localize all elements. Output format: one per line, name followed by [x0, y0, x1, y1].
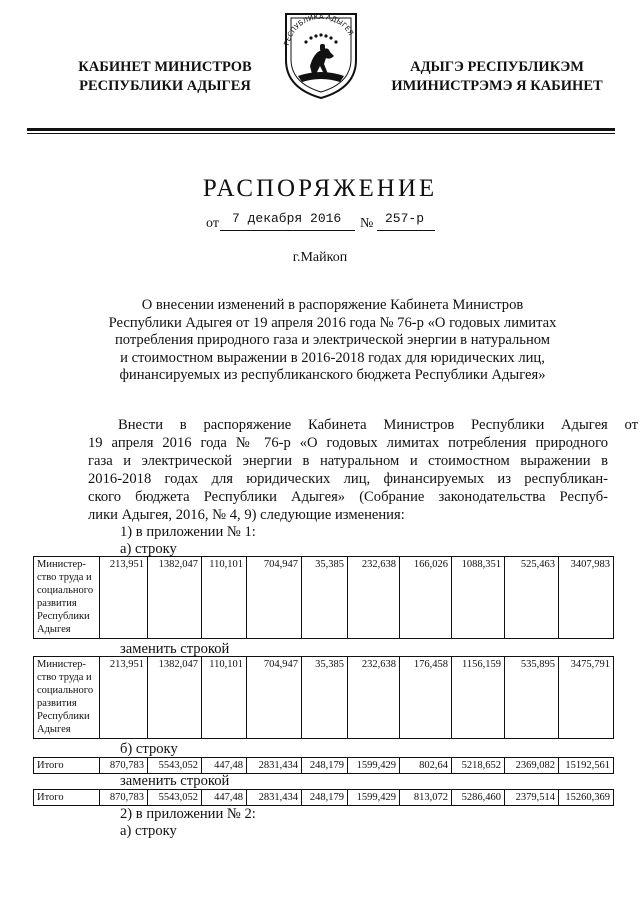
subject-line: О внесении изменений в распоряжение Кабинета Министров [141, 297, 524, 313]
table-cell: 3407,983 [559, 557, 614, 639]
table-cell: 870,783 [100, 758, 148, 774]
header-rule-thick [27, 128, 615, 131]
table-ministry-old [33, 556, 614, 639]
table-cell: 176,458 [400, 657, 452, 739]
table-row [34, 790, 614, 806]
date-underline [220, 230, 355, 231]
table-cell: 525,463 [505, 557, 559, 639]
body-line-4: ского бюджета Республики Адыгея» (Собрание законодательства Респуб- [88, 489, 608, 505]
left-header-line1: КАБИНЕТ МИНИСТРОВ [78, 59, 252, 75]
table-cell: 704,947 [247, 657, 302, 739]
item-2a: а) строку [120, 823, 177, 839]
table-cell-name: Итого [34, 758, 100, 774]
table-total-old [33, 757, 614, 774]
right-header-line2: ИМИНИСТРЭМЭ Я КАБИНЕТ [391, 78, 603, 94]
date-prefix: от [206, 216, 219, 231]
replace-label-2: заменить строкой [120, 773, 230, 789]
left-header-line2: РЕСПУБЛИКИ АДЫГЕЯ [79, 78, 251, 94]
table-cell: 704,947 [247, 557, 302, 639]
table-ministry-new [33, 656, 614, 739]
table-cell: 2379,514 [505, 790, 559, 806]
table-row [34, 758, 614, 774]
subject-line: Республики Адыгея от 19 апреля 2016 года № 76-р «О годовых лимитах [108, 314, 557, 331]
subject-line: и стоимостном выражении в 2016-2018 годах для юридических лиц, [120, 349, 545, 366]
coat-of-arms-emblem-icon [280, 6, 362, 100]
table-cell: 447,48 [202, 790, 247, 806]
item-1a: а) строку [120, 541, 177, 557]
subject-block [40, 297, 625, 385]
table-cell: 15260,369 [559, 790, 614, 806]
table-cell: 1156,159 [452, 657, 505, 739]
table-cell: 35,385 [302, 557, 348, 639]
table-cell: 248,179 [302, 758, 348, 774]
table-cell: 2831,434 [247, 758, 302, 774]
table-cell: 110,101 [202, 557, 247, 639]
number-prefix: № [360, 216, 374, 231]
table-total-new [33, 789, 614, 806]
table-cell: 535,895 [505, 657, 559, 739]
table-row [34, 657, 614, 739]
table-cell: 802,64 [400, 758, 452, 774]
table-cell: 5218,652 [452, 758, 505, 774]
table-cell: 1088,351 [452, 557, 505, 639]
table-cell: 15192,561 [559, 758, 614, 774]
document-number: 257-р [385, 211, 425, 226]
table-cell: 110,101 [202, 657, 247, 739]
item-1b: б) строку [120, 741, 178, 757]
table-cell: 213,951 [100, 557, 148, 639]
table-cell: 5286,460 [452, 790, 505, 806]
item-1: 1) в приложении № 1: [120, 524, 256, 540]
right-header-line1: АДЫГЭ РЕСПУБЛИКЭМ [410, 59, 584, 75]
emblem-text: РЕСПУБЛИКА АДЫГЕЯ [282, 12, 355, 47]
table-cell: 813,072 [400, 790, 452, 806]
item-2: 2) в приложении № 2: [120, 806, 256, 822]
body-line-1: 19 апреля 2016 года № 76-р «О годовых лимитах потребления природного [88, 435, 608, 451]
replace-label-1: заменить строкой [120, 641, 230, 657]
table-cell-name: Итого [34, 790, 100, 806]
right-header [372, 58, 622, 96]
table-cell: 1382,047 [148, 557, 202, 639]
table-cell: 166,026 [400, 557, 452, 639]
table-cell-name: Министер- ство труда и социального развития Республики Адыгея [34, 557, 100, 639]
table-cell: 1599,429 [348, 758, 400, 774]
body-line-2: газа и электрической энергии в натуральном и стоимостном выражении в [88, 453, 608, 469]
table-cell: 213,951 [100, 657, 148, 739]
subject-line: потребления природного газа и электрической энергии в натуральном [114, 332, 551, 348]
table-cell: 232,638 [348, 657, 400, 739]
table-cell: 5543,052 [148, 758, 202, 774]
body-line-0: Внести в распоряжение Кабинета Министров Республики Адыгея от [118, 417, 638, 433]
table-cell: 248,179 [302, 790, 348, 806]
body-line-3: 2016-2018 годах для юридических лиц, финансируемых из республикан- [88, 471, 608, 487]
table-cell: 1382,047 [148, 657, 202, 739]
number-underline [377, 230, 435, 231]
table-cell: 2369,082 [505, 758, 559, 774]
table-cell: 447,48 [202, 758, 247, 774]
table-cell: 5543,052 [148, 790, 202, 806]
city: г.Майкоп [292, 250, 348, 265]
table-cell: 3475,791 [559, 657, 614, 739]
body-line-5: лики Адыгея, 2016, № 4, 9) следующие изменения: [88, 507, 405, 523]
header-rule-thin [27, 133, 615, 134]
subject-line: финансируемых из республиканского бюджета Республики Адыгея» [119, 367, 546, 383]
table-cell: 232,638 [348, 557, 400, 639]
table-cell: 35,385 [302, 657, 348, 739]
document-title: РАСПОРЯЖЕНИЕ [202, 175, 438, 202]
table-cell: 1599,429 [348, 790, 400, 806]
table-cell: 2831,434 [247, 790, 302, 806]
table-cell-name: Министер- ство труда и социального развития Республики Адыгея [34, 657, 100, 739]
table-cell: 870,783 [100, 790, 148, 806]
table-row [34, 557, 614, 639]
left-header [55, 58, 275, 96]
document-date: 7 декабря 2016 [232, 211, 342, 226]
